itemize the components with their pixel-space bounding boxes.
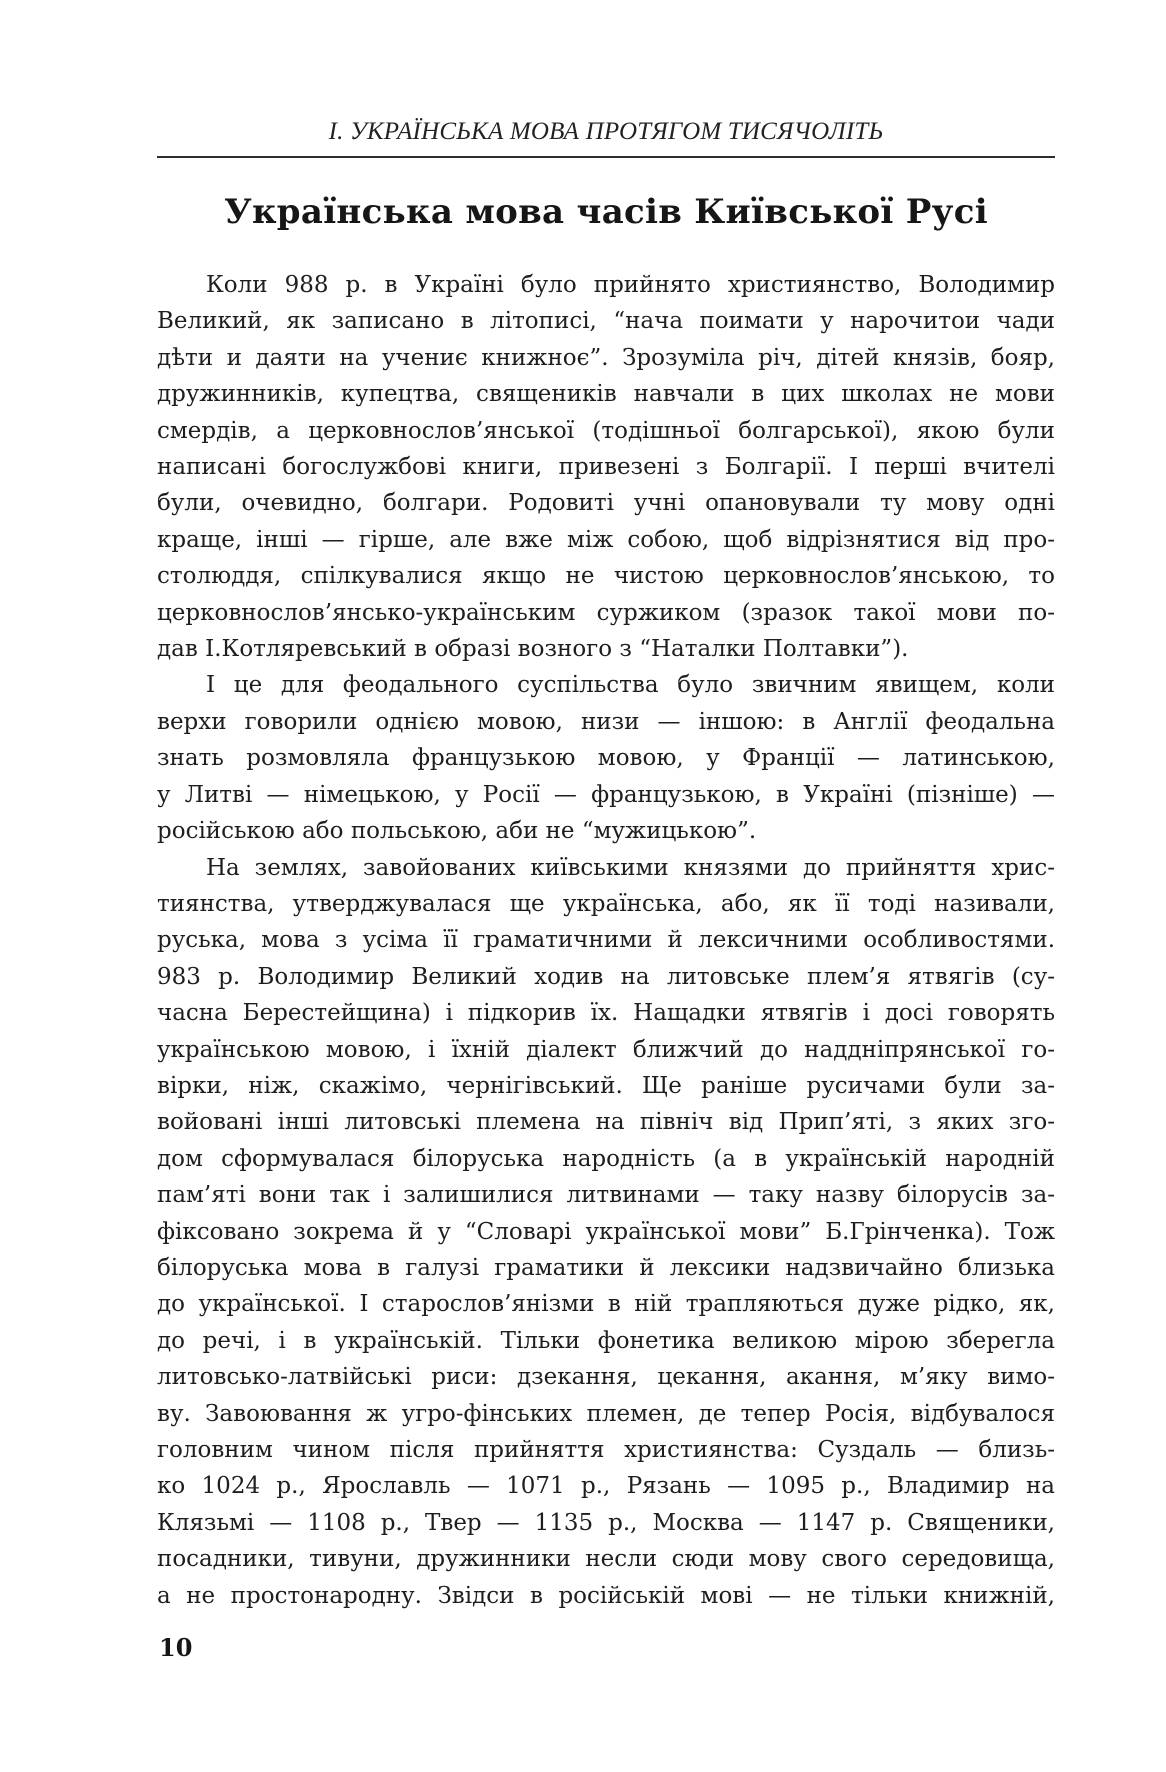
text-line: ву. Завоювання ж угро-фінських племен, де тепер Росія, відбувалося bbox=[157, 1400, 1055, 1427]
text-line: написані богослужбові книги, привезені з Болгарії. І перші вчителі bbox=[157, 454, 1055, 481]
text-line: до речі, і в українській. Тільки фонетика великою мірою зберегла bbox=[157, 1327, 1055, 1354]
text-line: На землях, завойованих київськими князями до прийняття хрис- bbox=[206, 854, 1055, 881]
text-line: дав І.Котляревський в образі возного з “Наталки Полтавки”). bbox=[157, 636, 909, 663]
text-line: фіксовано зокрема й у “Словарі української мови” Б.Грінченка). Тож bbox=[157, 1218, 1055, 1245]
text-line: смердів, а церковнослов’янської (тодішньої болгарської), якою були bbox=[157, 417, 1055, 444]
text-line: 983 р. Володимир Великий ходив на литовське плем’я ятвягів (су- bbox=[157, 963, 1055, 990]
text-line: Клязьмі — 1108 р., Твер — 1135 р., Москва — 1147 р. Священики, bbox=[157, 1509, 1055, 1536]
text-line: знать розмовляла французькою мовою, у Франції — латинською, bbox=[157, 745, 1055, 772]
text-line: російською або польською, аби не “мужицькою”. bbox=[157, 818, 757, 845]
text-line: у Литві — німецькою, у Росії — французькою, в Україні (пізніше) — bbox=[157, 781, 1055, 808]
page-number: 10 bbox=[159, 1633, 193, 1662]
text-line: І це для феодального суспільства було звичним явищем, коли bbox=[206, 672, 1055, 699]
text-line: головним чином після прийняття християнства: Суздаль — близь- bbox=[157, 1437, 1055, 1463]
text-line: верхи говорили однією мовою, низи — іншою: в Англії феодальна bbox=[157, 708, 1055, 735]
text-line: білоруська мова в галузі граматики й лексики надзвичайно близька bbox=[157, 1254, 1055, 1281]
text-line: войовані інші литовські племена на північ від Прип’яті, з яких зго- bbox=[157, 1109, 1055, 1136]
paragraph-3 bbox=[157, 850, 1055, 1615]
paragraph-2 bbox=[157, 667, 1055, 849]
chapter-title: Українська мова часів Київської Русі bbox=[224, 192, 988, 232]
text-line: Коли 988 р. в Україні було прийнято християнство, Володимир bbox=[206, 272, 1055, 298]
text-line: дом сформувалася білоруська народність (а в українській народній bbox=[157, 1145, 1055, 1172]
text-line: до української. І старослов’янізми в ній трапляються дуже рідко, як, bbox=[157, 1291, 1055, 1318]
text-line: посадники, тивуни, дружинники несли сюди мову свого середовища, bbox=[157, 1546, 1055, 1573]
paragraph-1 bbox=[157, 267, 1055, 667]
body-text bbox=[157, 267, 1055, 1614]
text-line: церковнослов’янсько-українським суржиком (зразок такої мови по- bbox=[157, 599, 1055, 626]
text-line: литовсько-латвійські риси: дзекання, цекання, акання, м’яку вимо- bbox=[157, 1364, 1055, 1391]
text-line: українською мовою, і їхній діалект ближчий до наддніпрянської го- bbox=[157, 1036, 1055, 1063]
text-line: пам’яті вони так і залишилися литвинами — таку назву білорусів за- bbox=[157, 1182, 1055, 1209]
text-line: руська, мова з усіма її граматичними й лексичними особливостями. bbox=[157, 927, 1055, 954]
text-line: тиянства, утверджувалася ще українська, або, як її тоді називали, bbox=[157, 890, 1055, 917]
text-line: Великий, як записано в літописі, “нача поимати у нарочитои чади bbox=[157, 308, 1055, 335]
text-line: дѣти и даяти на учениє книжноє”. Зрозуміла річ, дітей князів, бояр, bbox=[157, 344, 1055, 371]
header-rule bbox=[157, 156, 1055, 158]
text-line: вірки, ніж, скажімо, чернігівський. Ще раніше русичами були за- bbox=[157, 1072, 1055, 1099]
text-line: столюддя, спілкувалися якщо не чистою церковнослов’янською, то bbox=[157, 563, 1055, 590]
text-line: дружинників, купецтва, священиків навчали в цих школах не мови bbox=[157, 381, 1055, 408]
text-line: а не простонародну. Звідси в російській мові — не тільки книжній, bbox=[157, 1582, 1055, 1609]
text-line: часна Берестейщина) і підкорив їх. Нащадки ятвягів і досі говорять bbox=[157, 1000, 1055, 1027]
text-line: ко 1024 р., Ярославль — 1071 р., Рязань — 1095 р., Владимир на bbox=[157, 1473, 1055, 1500]
text-line: були, очевидно, болгари. Родовиті учні опановували ту мову одні bbox=[157, 490, 1055, 517]
text-line: краще, інші — гірше, але вже між собою, щоб відрізнятися від про- bbox=[157, 526, 1055, 553]
running-header: І. УКРАЇНСЬКА МОВА ПРОТЯГОМ ТИСЯЧОЛІТЬ bbox=[328, 118, 884, 145]
